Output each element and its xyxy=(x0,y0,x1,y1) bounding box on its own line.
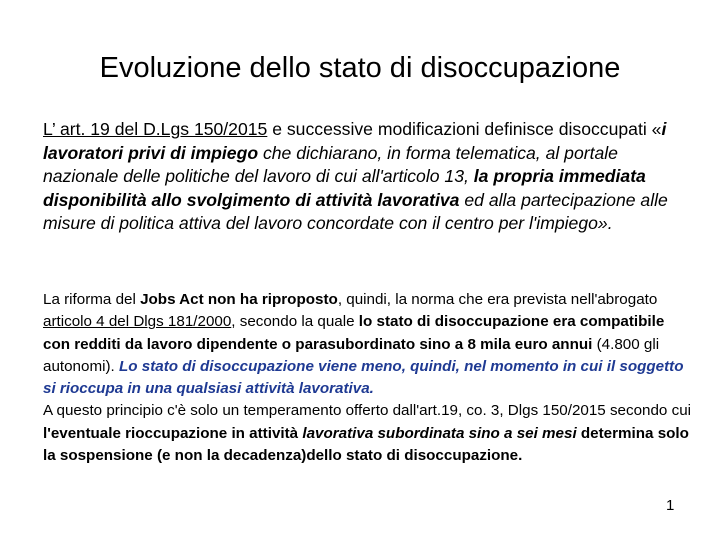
emphasis-text: la propria immediata disponibilità allo svolgimento di attività lavorativa xyxy=(43,166,646,210)
text-run: che dichiarano, in forma telematica, al portale nazionale delle politiche del lavoro di cui all'articolo 13, xyxy=(43,142,618,186)
blue-emphasis-text: Lo stato di disoccupazione viene meno, quindi, nel momento in cui il soggetto si rioccupa in una qualsiasi attività lavorativa. xyxy=(43,357,684,398)
text-run: , quindi, la norma che era prevista nell'abrogato xyxy=(337,291,658,308)
slide-title: Evoluzione dello stato di disoccupazione xyxy=(99,52,621,84)
text-run: (4.800 gli autonomi). xyxy=(43,335,660,375)
law-reference-link[interactable]: L’ art. 19 del D.Lgs 150/2015 xyxy=(43,119,268,139)
text-run: A questo principio c'è solo un temperamento offerto dall'art.19, co. 3, Dlgs 150/2015 secondo cui xyxy=(43,402,692,420)
text-run: , secondo la quale xyxy=(231,313,359,331)
definition-paragraph xyxy=(43,118,688,236)
emphasis-text: l'eventuale rioccupazione in attività xyxy=(43,424,303,442)
text-run: La riforma del xyxy=(43,291,141,308)
page-number: 1 xyxy=(666,497,675,514)
emphasis-text: Jobs Act non ha riproposto xyxy=(140,291,338,308)
emphasis-text: determina solo la sospensione (e non la decadenza)dello stato di disoccupazione. xyxy=(43,424,689,465)
emphasis-text: lo stato di disoccupazione era compatibile con redditi da lavoro dipendente o parasubordinato sino a 8 mila euro annui xyxy=(43,313,665,353)
text-run: e successive modificazioni definisce disoccupati « xyxy=(267,119,662,139)
reform-paragraph xyxy=(43,289,693,467)
text-run: ed alla partecipazione alle misure di politica attiva del lavoro concordate con il centro per l'impiego». xyxy=(43,189,668,233)
article-reference-link[interactable]: articolo 4 del Dlgs 181/2000 xyxy=(43,313,232,331)
emphasis-text: lavorativa subordinata sino a sei mesi xyxy=(302,424,577,442)
emphasis-text: i lavoratori privi di impiego xyxy=(43,119,667,163)
